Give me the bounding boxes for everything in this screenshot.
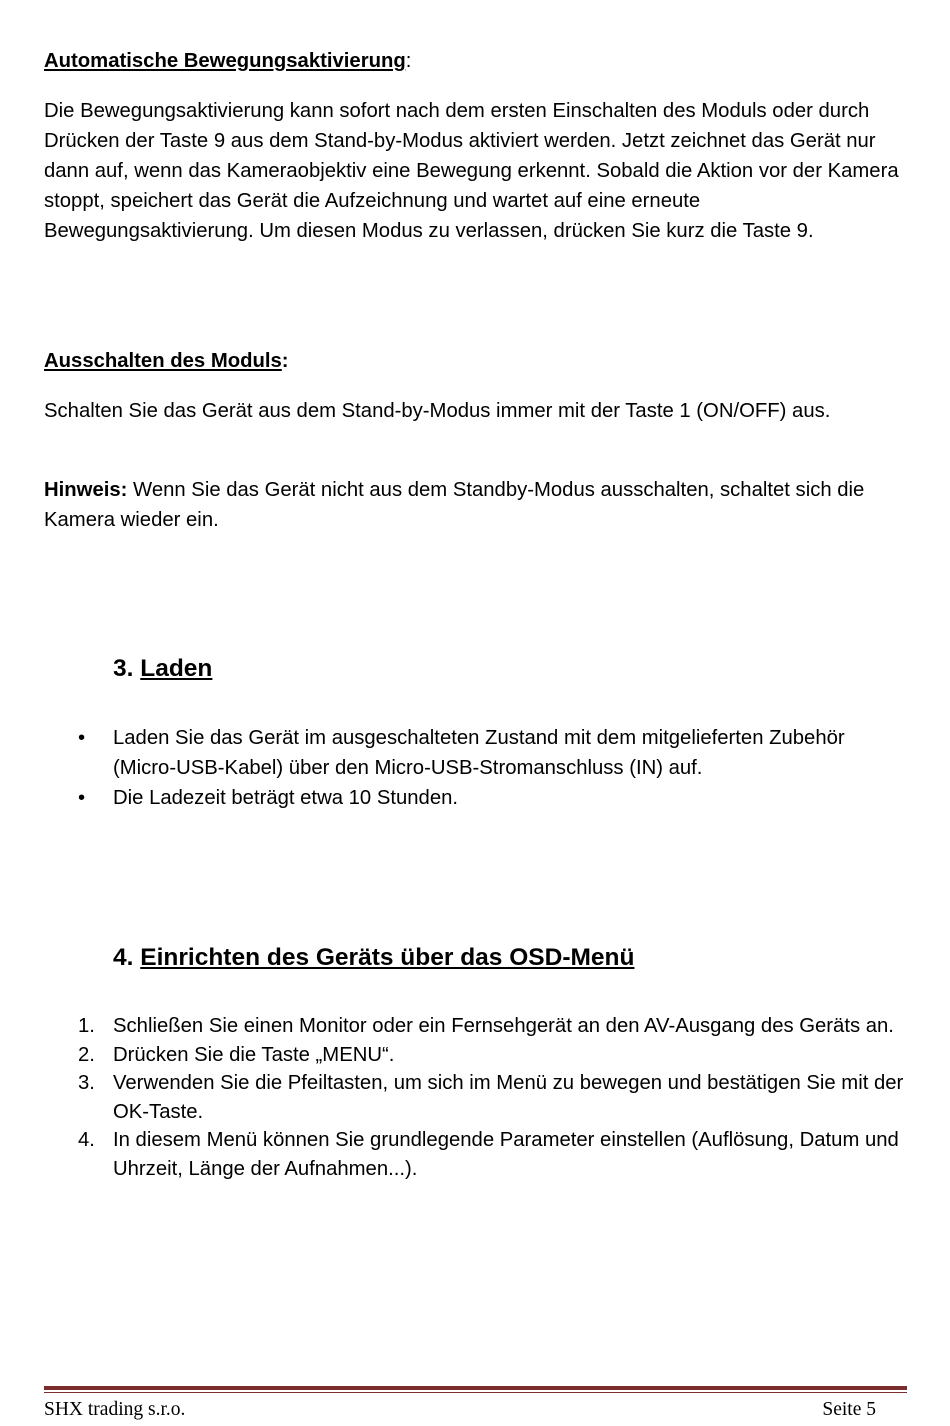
motion-section-body: Die Bewegungsaktivierung kann sofort nach dem ersten Einschalten des Moduls oder durch Drücken der Taste 9 aus dem Stand-by-Modus aktiviert werden. Jetzt zeichnet das Gerät nur dann auf, wenn das Kameraobjektiv eine Bewegung erkennt. Sobald die Aktion vor der Kamera stoppt, speichert das Gerät die Aufzeichnung und wartet auf eine erneute Bewegungsaktivierung. Um diesen Modus zu verlassen, drücken Sie kurz die Taste 9. (44, 100, 899, 242)
bullet-icon: • (78, 727, 86, 749)
poweroff-note-label: Hinweis: (44, 479, 128, 501)
charging-section-title: Laden (140, 655, 213, 682)
list-item (44, 1041, 906, 1070)
list-item-text: Verwenden Sie die Pfeiltasten, um sich im Menü zu bewegen und bestätigen Sie mit der OK-Taste. (113, 1072, 904, 1123)
charging-section-heading (113, 654, 212, 684)
step-number: 2. (78, 1043, 95, 1066)
poweroff-section-title: Ausschalten des Moduls (44, 350, 282, 372)
motion-section-heading (44, 46, 411, 76)
poweroff-note (44, 475, 906, 535)
list-item-text: Schließen Sie einen Monitor oder ein Fernsehgerät an den AV-Ausgang des Geräts an. (113, 1015, 894, 1037)
motion-section-title: Automatische Bewegungsaktivierung (44, 50, 406, 72)
footer-divider (44, 1386, 907, 1390)
list-item-text: Laden Sie das Gerät im ausgeschalteten Zustand mit dem mitgelieferten Zubehör (Micro-USB-Kabel) über den Micro-USB-Stromanschluss (IN) auf. (113, 727, 845, 779)
bullet-icon: • (78, 787, 86, 809)
footer-company: SHX trading s.r.o. (44, 1399, 186, 1420)
motion-section-title-colon: : (405, 50, 412, 72)
step-number: 1. (78, 1015, 95, 1037)
poweroff-note-text: Wenn Sie das Gerät nicht aus dem Standby-Modus ausschalten, schaltet sich die Kamera wieder ein. (44, 479, 865, 531)
step-number: 4. (78, 1129, 95, 1151)
list-item (44, 723, 906, 783)
poweroff-section-title-colon: : (281, 350, 289, 372)
poweroff-section-heading (44, 346, 289, 376)
osd-section-heading (113, 943, 634, 973)
list-item-text: In diesem Menü können Sie grundlegende Parameter einstellen (Auflösung, Datum und Uhrzeit, Länge der Aufnahmen...). (113, 1129, 899, 1180)
charging-bullet-list (44, 723, 906, 813)
footer-divider-thin (44, 1392, 907, 1393)
step-number: 3. (78, 1072, 95, 1094)
osd-section-title: Einrichten des Geräts über das OSD-Menü (140, 944, 635, 971)
list-item (44, 1126, 906, 1183)
footer-page-number: Seite 5 (822, 1399, 876, 1420)
charging-section-number: 3. (113, 655, 141, 682)
osd-section-number: 4. (113, 944, 141, 971)
list-item (44, 1012, 906, 1041)
poweroff-section-body: Schalten Sie das Gerät aus dem Stand-by-Modus immer mit der Taste 1 (ON/OFF) aus. (44, 400, 831, 422)
list-item (44, 783, 906, 813)
list-item (44, 1069, 906, 1126)
osd-steps-list (44, 1012, 906, 1183)
list-item-text: Die Ladezeit beträgt etwa 10 Stunden. (113, 787, 459, 809)
list-item-text: Drücken Sie die Taste „MENU“. (113, 1043, 395, 1066)
